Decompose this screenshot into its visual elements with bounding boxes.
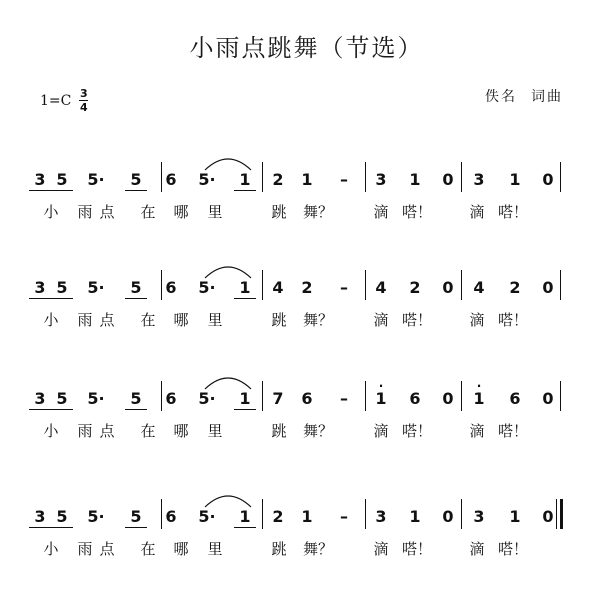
lyric-word: 嗒！: [498, 203, 529, 221]
note: –: [340, 389, 348, 408]
lyric-word: 跳: [271, 540, 287, 558]
barline: [161, 381, 162, 411]
note: 1: [234, 278, 256, 299]
lyric-word: 舞？: [303, 203, 334, 221]
octave-dot: ·: [378, 379, 384, 393]
note: 3: [375, 170, 387, 189]
note: 4: [375, 278, 387, 297]
barline: [161, 499, 162, 529]
note: 3: [29, 389, 51, 410]
barline: [365, 381, 366, 411]
note: 0: [442, 389, 454, 408]
lyric-word: 里: [207, 311, 223, 329]
note: –: [340, 507, 348, 526]
note: 1: [234, 389, 256, 410]
lyric-word: 滴: [373, 311, 389, 329]
note: 3: [29, 278, 51, 299]
note: 6: [509, 389, 521, 408]
page-title: 小雨点跳舞（节选）: [189, 34, 424, 62]
note: 0: [442, 507, 454, 526]
note: 0: [542, 278, 554, 297]
barline: [161, 162, 162, 192]
lyric-word: 在: [140, 422, 156, 440]
note: 3: [29, 507, 51, 528]
note: 0: [542, 389, 554, 408]
lyric-word: 点: [99, 540, 115, 558]
note: 6: [165, 278, 177, 297]
barline: [365, 499, 366, 529]
note: 3: [29, 170, 51, 191]
note: 2: [301, 278, 313, 297]
lyric-word: 嗒！: [402, 540, 433, 558]
lyric-word: 雨: [77, 311, 93, 329]
lyric-word: 跳: [271, 311, 287, 329]
lyric-word: 滴: [373, 203, 389, 221]
note: 0: [442, 170, 454, 189]
key-signature: [40, 88, 88, 113]
time-signature: [79, 88, 88, 113]
lyric-word: 在: [140, 540, 156, 558]
slur-mark: [203, 489, 253, 509]
note: 1: [409, 507, 421, 526]
note: 5·: [198, 507, 216, 526]
music-line-2: [0, 278, 613, 358]
barline: [560, 270, 561, 300]
note: –: [340, 170, 348, 189]
lyric-word: 滴: [469, 422, 485, 440]
key-label: 1=C: [40, 92, 72, 109]
lyric-word: 跳: [271, 422, 287, 440]
note: 5·: [198, 170, 216, 189]
note: 2: [272, 170, 284, 189]
note: 3: [375, 507, 387, 526]
note: 5·: [87, 389, 105, 408]
barline: [262, 381, 263, 411]
lyric-word: 里: [207, 422, 223, 440]
lyric-word: 嗒！: [498, 540, 529, 558]
lyric-word: 雨: [77, 540, 93, 558]
lyric-word: 点: [99, 311, 115, 329]
note: 5·: [198, 389, 216, 408]
barline: [365, 270, 366, 300]
lyric-word: 舞？: [303, 540, 334, 558]
note: 5: [125, 170, 147, 191]
lyric-word: 雨: [77, 422, 93, 440]
note: 0: [542, 507, 554, 526]
note: 4: [473, 278, 485, 297]
note: 1 ·: [468, 389, 490, 409]
note: 6: [165, 170, 177, 189]
note: 4: [272, 278, 284, 297]
barline: [461, 381, 462, 411]
lyric-word: 小: [43, 203, 59, 221]
lyric-word: 滴: [373, 422, 389, 440]
lyric-word: 哪: [173, 422, 189, 440]
lyric-word: 点: [99, 422, 115, 440]
octave-dot: ·: [476, 379, 482, 393]
note: 1: [509, 507, 521, 526]
final-barline-thin: [556, 499, 557, 529]
lyric-word: 嗒！: [498, 422, 529, 440]
lyric-word: 雨: [77, 203, 93, 221]
barline: [461, 270, 462, 300]
note: 1 ·: [370, 389, 392, 409]
time-signature-top: 3: [80, 87, 88, 100]
note: 1: [301, 507, 313, 526]
note: 5·: [87, 170, 105, 189]
note: 6: [165, 507, 177, 526]
note: 5: [125, 389, 147, 410]
composer-credit: [485, 86, 563, 106]
final-barline-thick: [560, 499, 563, 529]
lyric-word: 舞？: [303, 311, 334, 329]
note: 5: [125, 278, 147, 299]
barline: [262, 270, 263, 300]
lyric-word: 滴: [469, 311, 485, 329]
note: 1: [409, 170, 421, 189]
lyric-word: 点: [99, 203, 115, 221]
note: 5: [51, 389, 73, 410]
note: 1: [234, 507, 256, 528]
note: 1: [509, 170, 521, 189]
lyric-word: 嗒！: [402, 203, 433, 221]
music-line-3: [0, 379, 613, 469]
lyric-word: 滴: [469, 540, 485, 558]
lyric-word: 在: [140, 311, 156, 329]
note: 6: [409, 389, 421, 408]
slur-mark: [203, 152, 253, 172]
note: 6: [301, 389, 313, 408]
barline: [461, 162, 462, 192]
lyric-word: 小: [43, 422, 59, 440]
note: 0: [442, 278, 454, 297]
barline: [461, 499, 462, 529]
lyric-word: 嗒！: [402, 422, 433, 440]
note: 3: [473, 507, 485, 526]
lyric-word: 哪: [173, 540, 189, 558]
note: 1: [234, 170, 256, 191]
note: 2: [272, 507, 284, 526]
lyric-word: 嗒！: [402, 311, 433, 329]
note: 5·: [87, 507, 105, 526]
lyric-word: 小: [43, 540, 59, 558]
note: 2: [509, 278, 521, 297]
note: 5·: [87, 278, 105, 297]
barline: [560, 381, 561, 411]
lyric-word: 小: [43, 311, 59, 329]
lyric-word: 舞？: [303, 422, 334, 440]
lyric-word: 里: [207, 540, 223, 558]
note: 7: [272, 389, 284, 408]
note: 6: [165, 389, 177, 408]
barline: [365, 162, 366, 192]
note: 5·: [198, 278, 216, 297]
time-signature-bottom: 4: [80, 101, 88, 114]
note: 0: [542, 170, 554, 189]
lyric-word: 嗒！: [498, 311, 529, 329]
barline: [560, 162, 561, 192]
lyric-word: 哪: [173, 311, 189, 329]
lyric-word: 在: [140, 203, 156, 221]
music-line-1: [0, 170, 613, 250]
barline: [161, 270, 162, 300]
note: 1: [301, 170, 313, 189]
lyric-word: 里: [207, 203, 223, 221]
note: 5: [51, 278, 73, 299]
barline: [262, 499, 263, 529]
composer-role: 词曲: [531, 89, 563, 105]
music-line-4: [0, 507, 613, 587]
lyric-word: 滴: [469, 203, 485, 221]
composer-name: 佚名: [485, 89, 517, 105]
note: 2: [409, 278, 421, 297]
lyric-word: 滴: [373, 540, 389, 558]
slur-mark: [203, 260, 253, 280]
lyric-word: 哪: [173, 203, 189, 221]
slur-mark: [203, 371, 253, 391]
barline: [262, 162, 263, 192]
note: 3: [473, 170, 485, 189]
note: 5: [51, 170, 73, 191]
note: 5: [125, 507, 147, 528]
note: 5: [51, 507, 73, 528]
lyric-word: 跳: [271, 203, 287, 221]
note: –: [340, 278, 348, 297]
